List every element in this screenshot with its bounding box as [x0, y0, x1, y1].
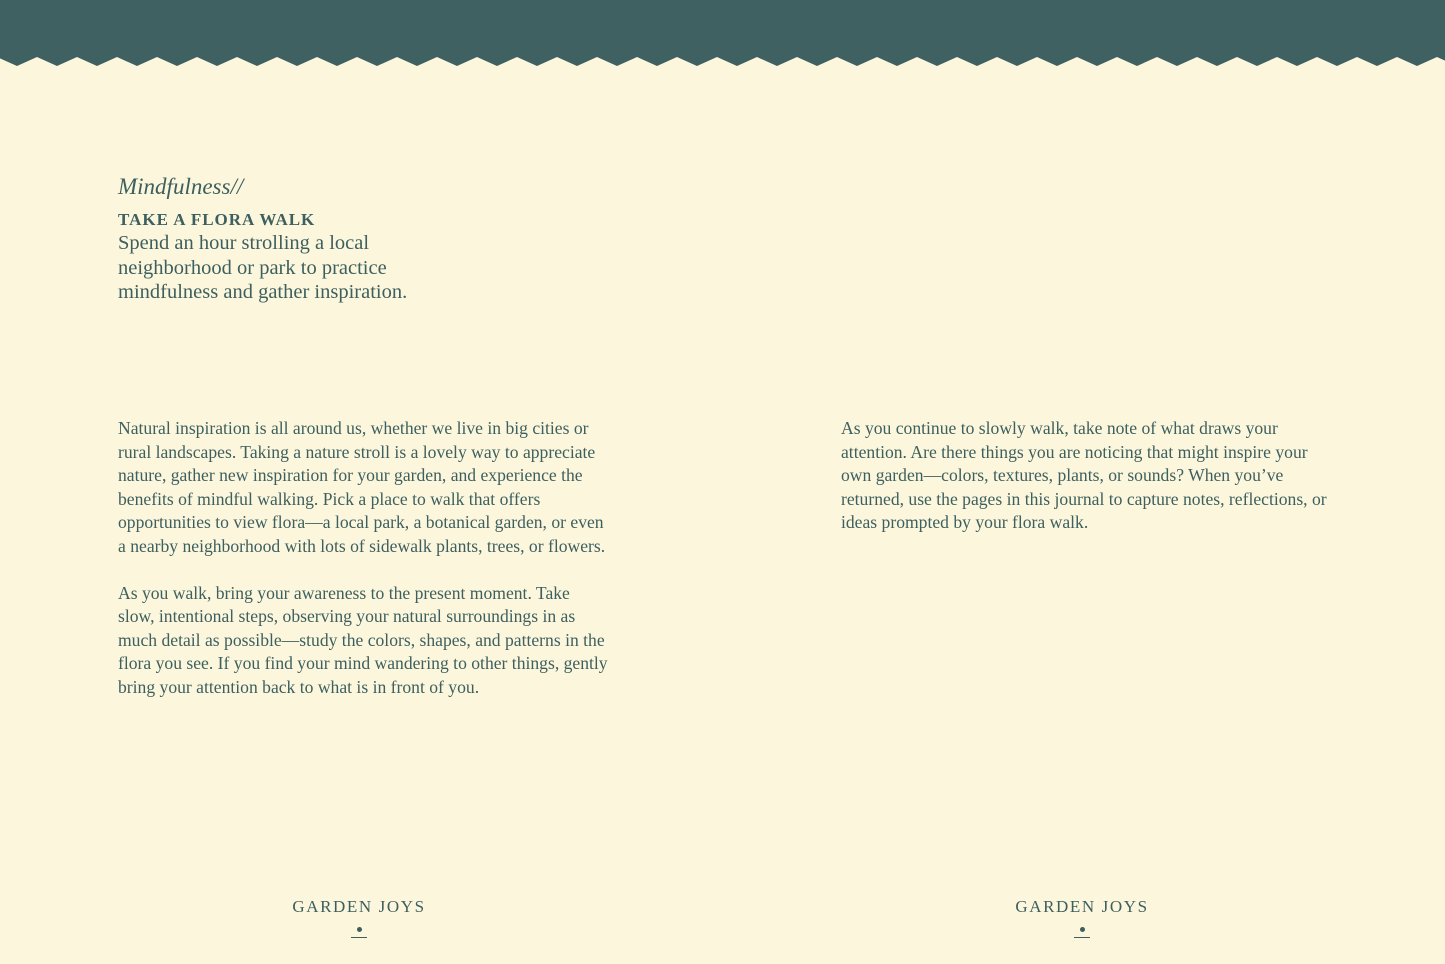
dot-ornament	[1080, 927, 1085, 932]
dot-ornament	[357, 927, 362, 932]
footer-rule	[1074, 937, 1090, 938]
paragraph: Natural inspiration is all around us, whether we live in big cities or rural landscapes. Taking a nature stroll is a lovely way to appreciate nature, gather new inspiration for your garden, and experience the benefits of mindful walking. Pick a place to walk that offers opportunities to view flora—a local park, a botanical garden, or even a nearby neighborhood with lots of sidewalk plants, trees, or flowers.	[118, 418, 606, 556]
footer-rule	[351, 937, 367, 938]
banner-shape	[0, 0, 1445, 66]
left-body	[118, 417, 608, 723]
zigzag-banner	[0, 0, 1445, 70]
footer-left	[259, 897, 459, 938]
footer-right	[982, 897, 1182, 938]
intro-text: Spend an hour strolling a local neighborhood or park to practice mindfulness and gather inspiration.	[118, 232, 408, 303]
paragraph: As you walk, bring your awareness to the present moment. Take slow, intentional steps, observing your natural surroundings in as much detail as possible—study the colors, shapes, and patterns in the flora you see. If you find your mind wandering to other things, gently bring your attention back to what is in front of you.	[118, 582, 608, 697]
section-kicker: Mindfulness//	[118, 174, 244, 199]
right-body	[841, 417, 1331, 558]
page-title: TAKE A FLORA WALK	[118, 210, 316, 229]
running-footer: GARDEN JOYS	[292, 897, 426, 916]
paragraph: As you continue to slowly walk, take note of what draws your attention. Are there things you are noticing that might inspire your own garden—colors, textures, plants, or sounds? When you’ve returned, use the pages in this journal to capture notes, reflections, or ideas prompted by your flora walk.	[841, 418, 1327, 532]
running-footer: GARDEN JOYS	[1015, 897, 1149, 916]
